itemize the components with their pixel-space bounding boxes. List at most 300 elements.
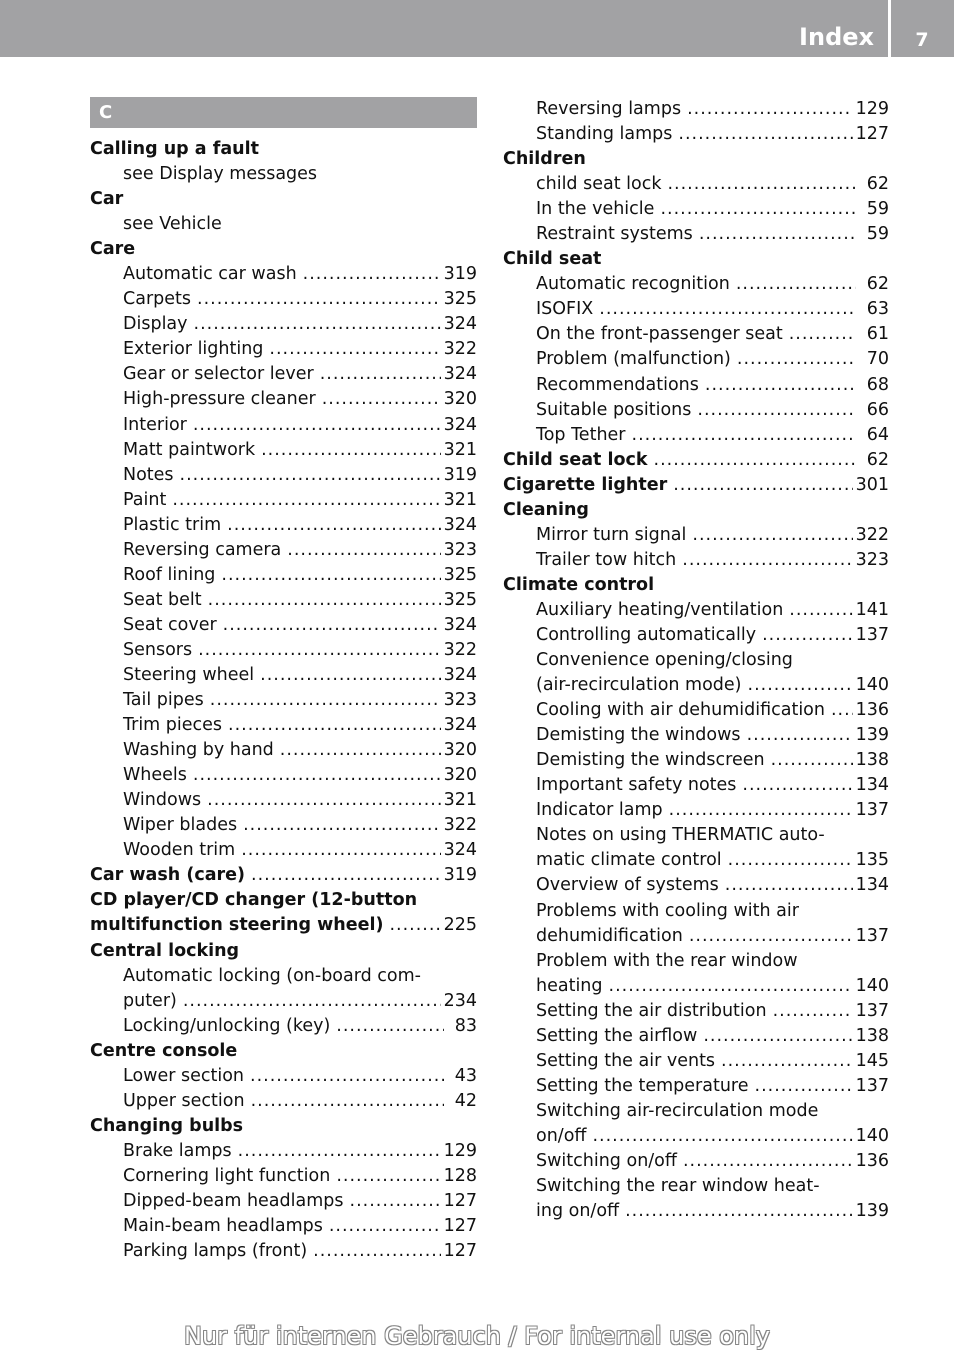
leader-dots (250, 1064, 444, 1089)
index-subentry (503, 1049, 889, 1074)
page-ref: 139 (855, 725, 889, 746)
page-ref: 127 (443, 1190, 477, 1211)
leader-dots (692, 523, 852, 548)
page-ref: 140 (855, 675, 889, 696)
entry-text: Brake lamps (123, 1140, 232, 1161)
entry-text: multifunction steering wheel) (90, 915, 384, 936)
watermark-footer: Nur für internen Gebrauch / For internal use only (184, 1322, 770, 1350)
index-subentry (90, 989, 477, 1014)
leader-dots (228, 713, 441, 738)
leader-dots (703, 1024, 852, 1049)
index-subentry (90, 613, 477, 638)
index-list-left (90, 137, 477, 1264)
index-subentry (503, 122, 889, 147)
leader-dots (210, 688, 441, 713)
leader-dots (251, 1089, 444, 1114)
index-subentry (90, 964, 477, 989)
page-ref: 137 (855, 624, 889, 645)
entry-text: see Display messages (123, 164, 318, 185)
index-subentry (90, 413, 477, 438)
page-ref: 68 (866, 374, 889, 395)
page-ref: 136 (855, 700, 889, 721)
page-ref: 134 (855, 775, 889, 796)
page-ref: 137 (855, 1075, 889, 1096)
leader-dots (287, 538, 440, 563)
page-ref: 134 (855, 875, 889, 896)
leader-dots (207, 788, 440, 813)
leader-dots (336, 1014, 444, 1039)
index-subentry (503, 97, 889, 122)
page-header (0, 0, 954, 57)
leader-dots (303, 262, 441, 287)
index-subentry (90, 788, 477, 813)
page-ref: 139 (855, 1201, 889, 1222)
entry-text: High-pressure cleaner (123, 389, 316, 410)
entry-text: Standing lamps (536, 124, 673, 145)
entry-text: Seat belt (123, 589, 202, 610)
entry-text: Upper section (123, 1090, 245, 1111)
leader-dots (654, 448, 856, 473)
leader-dots (183, 989, 441, 1014)
entry-text: Windows (123, 790, 202, 811)
leader-dots (227, 513, 440, 538)
leader-dots (208, 588, 441, 613)
entry-text: Restraint systems (536, 224, 693, 245)
entry-text: Interior (123, 414, 187, 435)
leader-dots (736, 272, 856, 297)
index-subentry (90, 387, 477, 412)
page-ref: 137 (855, 800, 889, 821)
leader-dots (592, 1124, 852, 1149)
page-ref: 321 (443, 439, 477, 460)
leader-dots (687, 97, 853, 122)
page-ref: 325 (443, 564, 477, 585)
page-ref: 325 (443, 589, 477, 610)
page-ref: 322 (443, 815, 477, 836)
index-subentry (90, 538, 477, 563)
index-subentry (90, 337, 477, 362)
entry-text: Cigarette lighter (503, 474, 668, 495)
leader-dots (831, 698, 853, 723)
page-ref: 321 (443, 790, 477, 811)
index-subentry (503, 322, 889, 347)
entry-text: Car wash (care) (90, 865, 245, 886)
index-subentry (503, 373, 889, 398)
index-subentry (503, 1174, 889, 1199)
leader-dots (742, 773, 852, 798)
leader-dots (725, 873, 853, 898)
entry-text: Notes (123, 464, 174, 485)
page-ref: 59 (866, 199, 889, 220)
page-ref: 319 (443, 464, 477, 485)
index-subentry (503, 723, 889, 748)
entry-text: Problems with cooling with air (536, 900, 799, 921)
entry-text: Reversing camera (123, 539, 282, 560)
entry-text: Roof lining (123, 564, 216, 585)
index-heading (503, 473, 889, 498)
entry-text: Display (123, 314, 188, 335)
page-ref: 64 (866, 424, 889, 445)
entry-text: matic climate control (536, 850, 722, 871)
page-ref: 323 (443, 539, 477, 560)
entry-text: Seat cover (123, 614, 217, 635)
entry-text: Demisting the windows (536, 725, 741, 746)
entry-text: Important safety notes (536, 775, 737, 796)
page-ref: 324 (443, 715, 477, 736)
header-divider (888, 0, 891, 57)
leader-dots (241, 838, 440, 863)
index-subentry (90, 713, 477, 738)
index-subentry (503, 222, 889, 247)
entry-text: Locking/unlocking (key) (123, 1015, 331, 1036)
entry-text: Problem with the rear window (536, 950, 798, 971)
entry-text: Cornering light function (123, 1165, 331, 1186)
page-ref: 145 (855, 1050, 889, 1071)
entry-text: Gear or selector lever (123, 364, 314, 385)
section-letter: C (99, 102, 113, 123)
entry-text: heating (536, 975, 603, 996)
leader-dots (728, 848, 853, 873)
index-subentry (503, 798, 889, 823)
page-ref: 234 (443, 990, 477, 1011)
index-subentry (90, 1189, 477, 1214)
index-subentry (90, 838, 477, 863)
entry-text: Demisting the windscreen (536, 750, 765, 771)
index-heading (503, 147, 889, 172)
index-heading (90, 237, 477, 262)
leader-dots (673, 473, 852, 498)
index-subentry (503, 297, 889, 322)
entry-text: Sensors (123, 639, 193, 660)
entry-text: Central locking (90, 940, 240, 961)
index-subentry (503, 1099, 889, 1124)
page-ref: 129 (443, 1140, 477, 1161)
index-subentry (90, 663, 477, 688)
leader-dots (609, 974, 853, 999)
index-subentry (503, 924, 889, 949)
entry-text: Automatic recognition (536, 274, 730, 295)
entry-text: Automatic car wash (123, 264, 297, 285)
entry-text: Washing by hand (123, 740, 274, 761)
page-ref: 83 (454, 1015, 477, 1036)
index-subentry (90, 488, 477, 513)
entry-text: Main-beam headlamps (123, 1216, 323, 1237)
page-ref: 323 (443, 690, 477, 711)
entry-text: Car (90, 189, 124, 210)
leader-dots (198, 638, 440, 663)
index-subentry (90, 688, 477, 713)
entry-text: Child seat (503, 249, 602, 270)
page-ref: 59 (866, 224, 889, 245)
leader-dots (771, 748, 853, 773)
entry-text: Recommendations (536, 374, 699, 395)
index-subentry (90, 563, 477, 588)
page-number: 7 (915, 29, 929, 51)
entry-text: Top Tether (536, 424, 626, 445)
leader-dots (737, 347, 856, 372)
entry-text: Overview of systems (536, 875, 719, 896)
index-heading (90, 1114, 477, 1139)
index-subentry (503, 172, 889, 197)
page-ref: 322 (443, 339, 477, 360)
leader-dots (193, 763, 441, 788)
page-ref: 43 (454, 1065, 477, 1086)
entry-text: Trailer tow hitch (536, 549, 677, 570)
entry-text: Suitable positions (536, 399, 692, 420)
page-ref: 137 (855, 925, 889, 946)
leader-dots (350, 1189, 441, 1214)
index-subentry (503, 899, 889, 924)
entry-text: Reversing lamps (536, 99, 682, 119)
entry-text: Indicator lamp (536, 800, 663, 821)
leader-dots (320, 362, 441, 387)
entry-text: Steering wheel (123, 664, 255, 685)
leader-dots (748, 673, 853, 698)
entry-text: Setting the air vents (536, 1050, 716, 1071)
page-ref: 135 (855, 850, 889, 871)
index-subentry (503, 823, 889, 848)
page-ref: 319 (443, 264, 477, 285)
entry-text: Switching air-recirculation mode (536, 1100, 819, 1121)
leader-dots (322, 387, 441, 412)
index-heading (90, 187, 477, 212)
index-subentry (90, 1014, 477, 1039)
entry-text: CD player/CD changer (12-button (90, 890, 418, 911)
index-subentry (90, 513, 477, 538)
leader-dots (261, 438, 440, 463)
index-heading (503, 448, 889, 473)
leader-dots (260, 663, 440, 688)
index-subentry (503, 1024, 889, 1049)
page-ref: 138 (855, 750, 889, 771)
entry-text: child seat lock (536, 174, 662, 195)
leader-dots (697, 398, 856, 423)
index-subentry (90, 1089, 477, 1114)
index-subentry (503, 623, 889, 648)
page-ref: 141 (855, 599, 889, 620)
page-ref: 320 (443, 389, 477, 410)
leader-dots (223, 613, 441, 638)
leader-dots (221, 563, 440, 588)
entry-text: Switching on/off (536, 1150, 677, 1171)
index-subentry (503, 848, 889, 873)
index-subentry (90, 738, 477, 763)
page-ref: 138 (855, 1025, 889, 1046)
entry-text: see Vehicle (123, 214, 222, 235)
page-ref: 324 (443, 840, 477, 861)
leader-dots (660, 197, 856, 222)
entry-text: Setting the temperature (536, 1075, 749, 1096)
index-subentry (90, 1064, 477, 1089)
page-ref: 62 (866, 174, 889, 195)
page-ref: 322 (855, 524, 889, 545)
entry-text: Climate control (503, 574, 655, 595)
index-heading (503, 247, 889, 272)
entry-text: Setting the air distribution (536, 1000, 767, 1021)
page-ref: 127 (443, 1216, 477, 1237)
entry-text: on/off (536, 1125, 587, 1146)
entry-text: Parking lamps (front) (123, 1241, 308, 1262)
entry-text: (air-recirculation mode) (536, 675, 742, 696)
index-subentry (90, 212, 477, 237)
index-subentry (90, 1164, 477, 1189)
leader-dots (667, 172, 856, 197)
index-subentry (503, 1149, 889, 1174)
section-letter-bar (90, 97, 477, 128)
index-subentry (503, 1074, 889, 1099)
entry-text: Cooling with air dehumidification (536, 700, 825, 721)
entry-text: On the front-passenger seat (536, 324, 783, 345)
entry-text: Plastic trim (123, 514, 222, 535)
page-ref: 301 (855, 474, 889, 495)
entry-text: Convenience opening/closing (536, 650, 793, 671)
page-ref: 140 (855, 1125, 889, 1146)
index-subentry (90, 162, 477, 187)
leader-dots (682, 548, 852, 573)
entry-text: Dipped-beam headlamps (123, 1190, 344, 1211)
page-ref: 137 (855, 1000, 889, 1021)
entry-text: In the vehicle (536, 199, 655, 220)
index-subentry (90, 588, 477, 613)
leader-dots (197, 287, 441, 312)
entry-text: Wheels (123, 765, 187, 786)
leader-dots (251, 863, 441, 888)
leader-dots (789, 322, 856, 347)
entry-text: Paint (123, 489, 167, 510)
index-subentry (503, 698, 889, 723)
index-column-right (503, 97, 889, 1224)
entry-text: Carpets (123, 289, 191, 310)
index-heading (90, 939, 477, 964)
entry-text: Centre console (90, 1040, 238, 1061)
index-subentry (90, 262, 477, 287)
index-subentry (503, 873, 889, 898)
index-column-left (90, 97, 477, 1264)
entry-text: Changing bulbs (90, 1115, 244, 1136)
leader-dots (599, 297, 856, 322)
index-subentry (503, 648, 889, 673)
index-subentry (503, 673, 889, 698)
index-subentry (90, 463, 477, 488)
index-subentry (90, 287, 477, 312)
index-subentry (90, 1214, 477, 1239)
page-ref: 324 (443, 664, 477, 685)
index-subentry (503, 598, 889, 623)
entry-text: Controlling automatically (536, 624, 757, 645)
leader-dots (678, 122, 852, 147)
index-heading (90, 888, 477, 913)
leader-dots (773, 999, 853, 1024)
index-subentry (90, 312, 477, 337)
index-heading (90, 137, 477, 162)
page-ref: 62 (866, 449, 889, 470)
index-subentry (90, 362, 477, 387)
entry-text: Exterior lighting (123, 339, 264, 360)
entry-text: Notes on using THERMATIC auto- (536, 825, 825, 846)
page-ref: 324 (443, 614, 477, 635)
leader-dots (689, 924, 853, 949)
index-subentry (503, 347, 889, 372)
entry-text: ISOFIX (536, 299, 594, 320)
leader-dots (705, 373, 856, 398)
page-ref: 325 (443, 289, 477, 310)
leader-dots (721, 1049, 853, 1074)
leader-dots (789, 598, 852, 623)
index-heading (90, 863, 477, 888)
page-ref: 324 (443, 514, 477, 535)
leader-dots (243, 813, 440, 838)
leader-dots (193, 413, 441, 438)
entry-text: Matt paintwork (123, 439, 256, 460)
index-heading (503, 498, 889, 523)
page-ref: 127 (443, 1241, 477, 1262)
index-subentry (503, 1199, 889, 1224)
entry-text: Auxiliary heating/ventilation (536, 599, 784, 620)
page-ref: 66 (866, 399, 889, 420)
page-ref: 323 (855, 549, 889, 570)
entry-text: Child seat lock (503, 449, 648, 470)
leader-dots (238, 1139, 441, 1164)
page-ref: 320 (443, 740, 477, 761)
entry-text: Wooden trim (123, 840, 236, 861)
leader-dots (329, 1214, 441, 1239)
leader-dots (747, 723, 853, 748)
entry-text: Automatic locking (on-board com- (123, 965, 421, 986)
index-heading (503, 573, 889, 598)
index-subentry (90, 1139, 477, 1164)
page-ref: 324 (443, 414, 477, 435)
index-subentry (90, 438, 477, 463)
index-subentry (90, 813, 477, 838)
page-ref: 322 (443, 639, 477, 660)
page-ref: 319 (443, 865, 477, 886)
index-subentry (503, 773, 889, 798)
entry-text: puter) (123, 990, 177, 1011)
page-ref: 140 (855, 975, 889, 996)
leader-dots (269, 337, 440, 362)
leader-dots (625, 1199, 853, 1224)
entry-text: Switching the rear window heat- (536, 1176, 820, 1197)
leader-dots (194, 312, 441, 337)
page-ref: 127 (855, 124, 889, 145)
index-subentry (90, 763, 477, 788)
page-ref: 129 (855, 99, 889, 119)
entry-text: Trim pieces (123, 715, 223, 736)
entry-text: Problem (malfunction) (536, 349, 731, 370)
entry-text: Care (90, 239, 136, 260)
page-ref: 42 (454, 1090, 477, 1111)
index-subentry (503, 523, 889, 548)
page-ref: 136 (855, 1150, 889, 1171)
index-subentry (503, 398, 889, 423)
leader-dots (762, 623, 853, 648)
index-heading (90, 913, 477, 938)
page-ref: 63 (866, 299, 889, 320)
index-subentry (503, 548, 889, 573)
index-subentry (503, 272, 889, 297)
index-subentry (503, 949, 889, 974)
entry-text: Wiper blades (123, 815, 238, 836)
leader-dots (699, 222, 856, 247)
index-subentry (90, 1239, 477, 1264)
leader-dots (172, 488, 440, 513)
index-subentry (503, 974, 889, 999)
page-ref: 320 (443, 765, 477, 786)
entry-text: ing on/off (536, 1201, 620, 1222)
entry-text: dehumidification (536, 925, 683, 946)
entry-text: Calling up a fault (90, 139, 259, 159)
page-ref: 62 (866, 274, 889, 295)
